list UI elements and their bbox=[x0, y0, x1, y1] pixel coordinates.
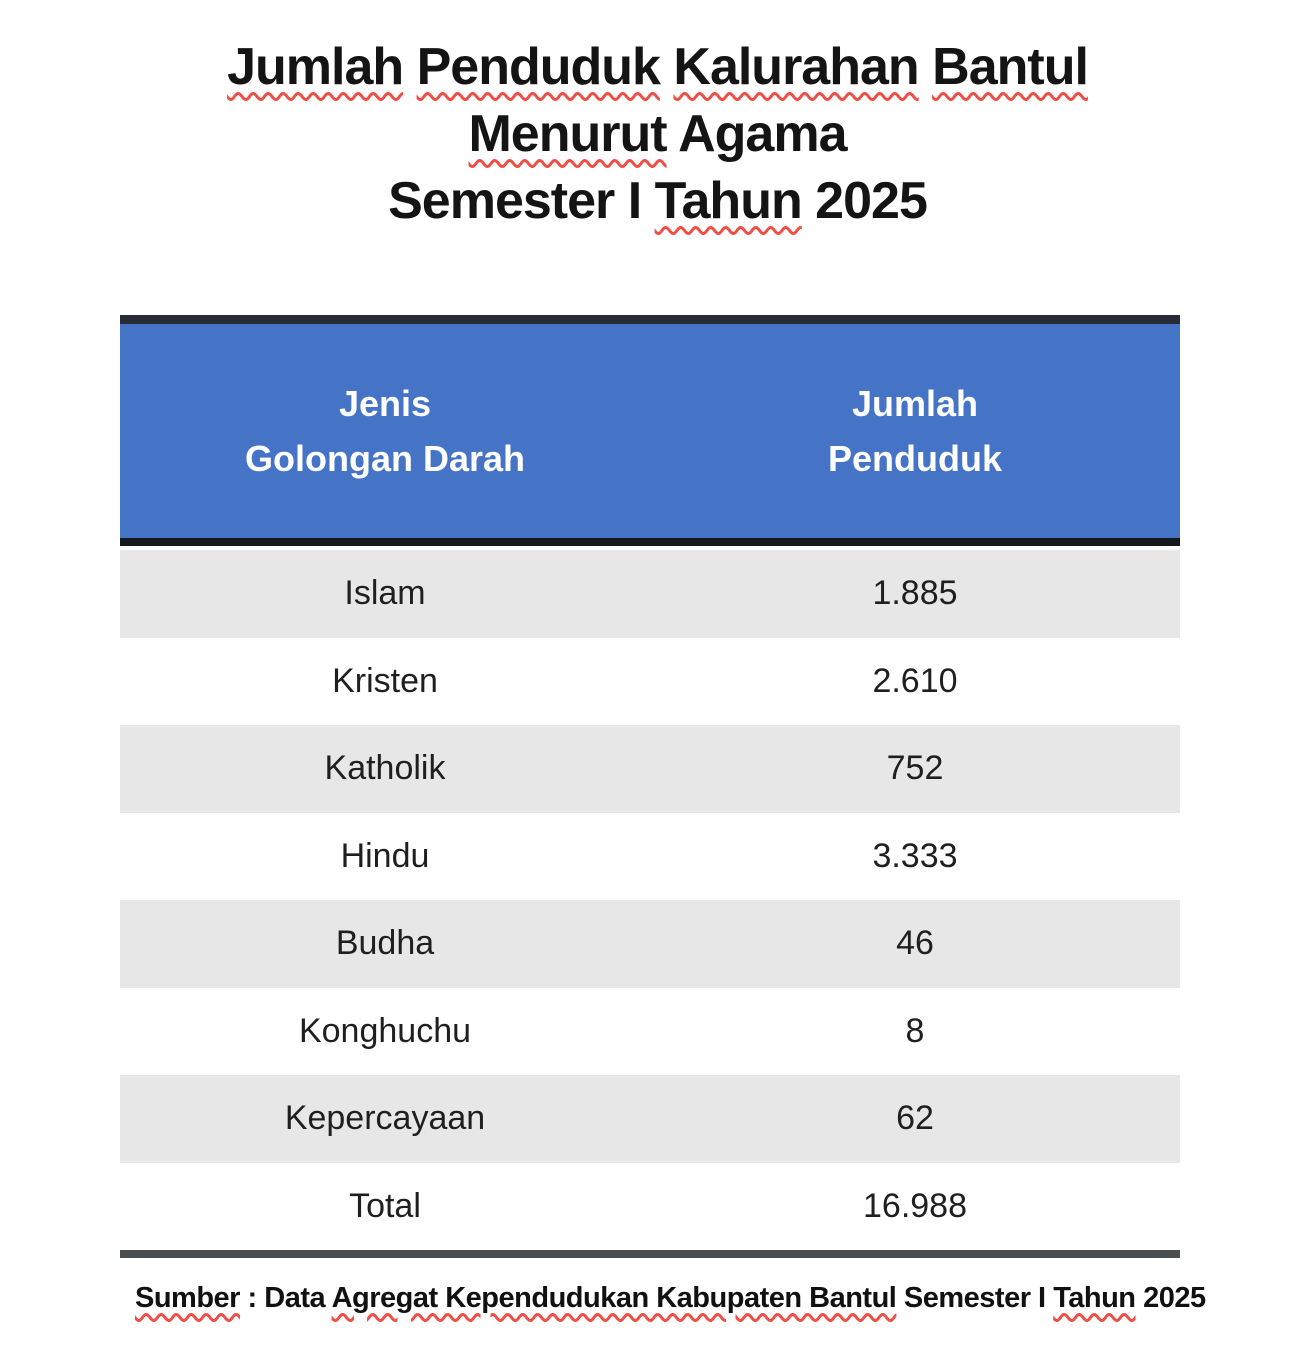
title-line-3 bbox=[0, 168, 1315, 235]
table-row bbox=[120, 813, 1180, 901]
title-text: Agama bbox=[666, 105, 847, 163]
population-table bbox=[120, 315, 1180, 1258]
row-value: 16.988 bbox=[863, 1186, 967, 1225]
source-text: 2025 bbox=[1135, 1282, 1206, 1314]
table-body bbox=[120, 550, 1180, 1250]
table-row bbox=[120, 900, 1180, 988]
row-label: Hindu bbox=[340, 836, 430, 875]
row-label: Kristen bbox=[332, 661, 438, 700]
title-text: 2025 bbox=[801, 172, 927, 230]
header-line: Golongan Darah bbox=[244, 438, 526, 479]
title-text: Semester I bbox=[388, 172, 655, 230]
row-label: Kepercayaan bbox=[284, 1099, 486, 1138]
title-text bbox=[660, 38, 673, 96]
table-header-border bbox=[120, 538, 1180, 546]
row-value: 62 bbox=[896, 1099, 934, 1138]
misspelled-word: Menurut bbox=[468, 105, 667, 163]
table-row bbox=[120, 550, 1180, 638]
table-row bbox=[120, 638, 1180, 726]
table-top-border bbox=[120, 315, 1180, 324]
row-label: Total bbox=[349, 1186, 421, 1225]
header-line: Jumlah bbox=[851, 383, 979, 424]
source-caption bbox=[135, 1282, 1206, 1315]
title-line-1 bbox=[0, 34, 1315, 101]
table-bottom-border bbox=[120, 1250, 1180, 1258]
table-row bbox=[120, 725, 1180, 813]
row-value: 752 bbox=[886, 749, 944, 788]
table-row bbox=[120, 1163, 1180, 1251]
row-value: 2.610 bbox=[872, 661, 958, 700]
title-text bbox=[403, 38, 416, 96]
document-title bbox=[0, 34, 1315, 235]
misspelled-word: Bantul bbox=[932, 38, 1088, 96]
table-header-row bbox=[120, 324, 1180, 538]
header-line: Jenis bbox=[338, 383, 432, 424]
misspelled-word: Tahun bbox=[654, 172, 802, 230]
misspelled-word: Tahun bbox=[1053, 1282, 1136, 1314]
row-value: 3.333 bbox=[872, 836, 958, 875]
row-label: Islam bbox=[344, 574, 426, 613]
misspelled-word: Agregat Kependudukan Kabupaten Bantul bbox=[331, 1282, 897, 1314]
header-line: Penduduk bbox=[827, 438, 1002, 479]
row-label: Konghuchu bbox=[298, 1011, 472, 1050]
row-value: 46 bbox=[896, 924, 934, 963]
column-header-jenis-golongan-darah bbox=[120, 376, 650, 486]
misspelled-word: Kalurahan bbox=[673, 38, 919, 96]
source-text: : Data bbox=[239, 1282, 332, 1314]
misspelled-word: Jumlah bbox=[227, 38, 404, 96]
column-header-jumlah-penduduk bbox=[650, 376, 1180, 486]
table-row bbox=[120, 988, 1180, 1076]
table-row bbox=[120, 1075, 1180, 1163]
row-value: 1.885 bbox=[872, 574, 958, 613]
misspelled-word: Sumber bbox=[135, 1282, 240, 1314]
title-text bbox=[919, 38, 932, 96]
row-label: Katholik bbox=[324, 749, 446, 788]
row-label: Budha bbox=[335, 924, 435, 963]
source-text: Semester I bbox=[896, 1282, 1054, 1314]
title-line-2 bbox=[0, 101, 1315, 168]
row-value: 8 bbox=[905, 1011, 925, 1050]
misspelled-word: Penduduk bbox=[416, 38, 660, 96]
